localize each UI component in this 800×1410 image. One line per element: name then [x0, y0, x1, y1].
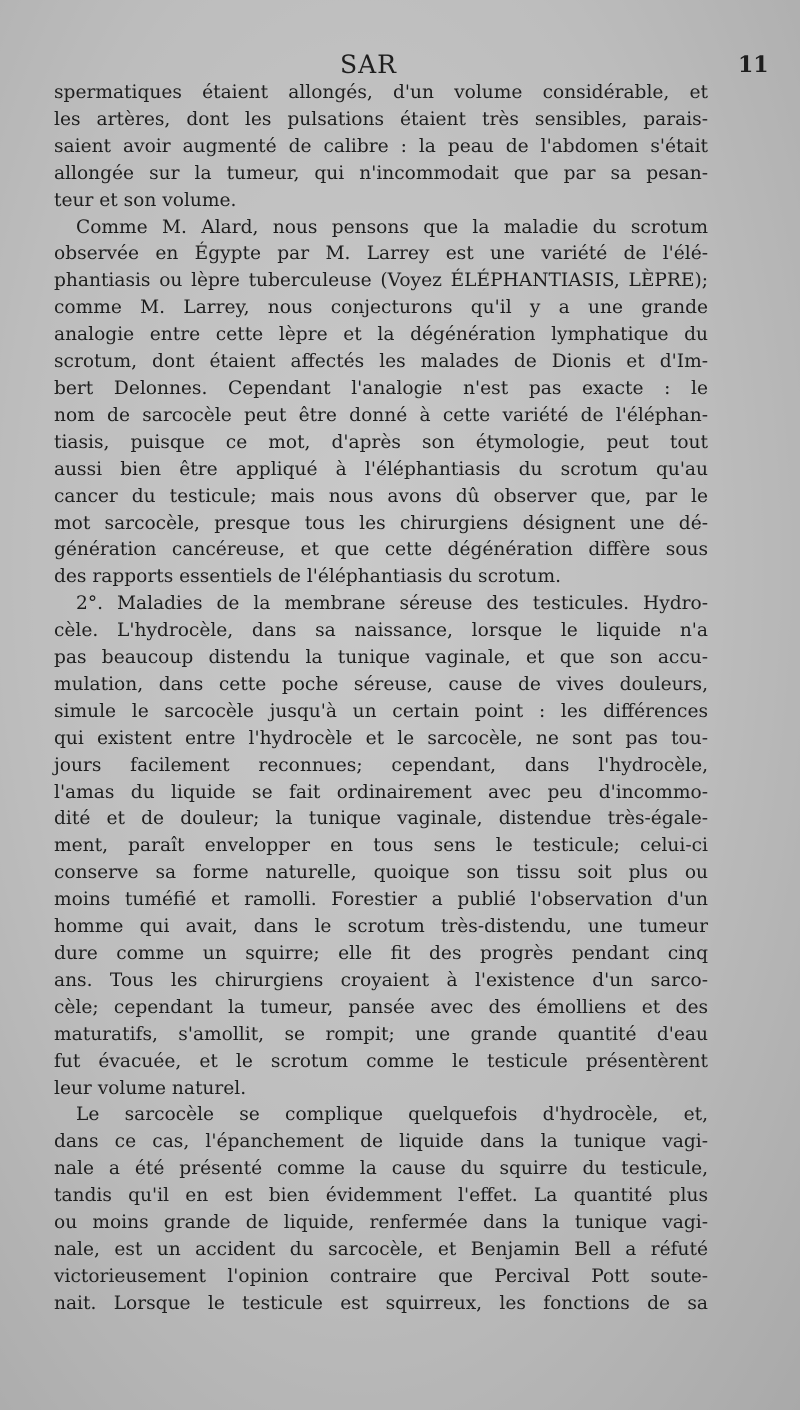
text-line: moins tuméfié et ramolli. Forestier a publié l'observation d'un	[54, 889, 708, 911]
text-line: dans ce cas, l'épanchement de liquide dans la tunique vagi-	[54, 1131, 708, 1153]
text-line: pas beaucoup distendu la tunique vaginale, et que son accu-	[54, 647, 708, 669]
paragraph-3	[54, 591, 708, 1102]
text-line: homme qui avait, dans le scrotum très-distendu, une tumeur	[54, 916, 708, 938]
text-line: jours facilement reconnues; cependant, dans l'hydrocèle,	[54, 754, 708, 776]
text-line: génération cancéreuse, et que cette dégénération diffère sous	[54, 539, 708, 561]
text-line: fut évacuée, et le scrotum comme le testicule présentèrent	[54, 1050, 708, 1072]
text-line: teur et son volume.	[54, 189, 237, 211]
paragraph-4	[54, 1102, 708, 1317]
text-line: des rapports essentiels de l'éléphantiasis du scrotum.	[54, 566, 562, 588]
text-line: scrotum, dont étaient affectés les malades de Dionis et d'Im-	[54, 351, 708, 373]
text-line: bert Delonnes. Cependant l'analogie n'est pas exacte : le	[54, 377, 708, 399]
text-line: leur volume naturel.	[54, 1077, 247, 1099]
text-line: conserve sa forme naturelle, quoique son tissu soit plus ou	[54, 862, 708, 884]
text-line: l'amas du liquide se fait ordinairement avec peu d'incommo-	[54, 781, 708, 803]
text-line: 2°. Maladies de la membrane séreuse des testicules. Hydro-	[76, 593, 708, 615]
text-line: nale, est un accident du sarcocèle, et Benjamin Bell a réfuté	[54, 1238, 708, 1260]
text-line: nait. Lorsque le testicule est squirreux, les fonctions de sa	[54, 1292, 708, 1314]
page-header	[0, 50, 800, 84]
text-line: les artères, dont les pulsations étaient très sensibles, parais-	[54, 108, 708, 130]
text-line: simule le sarcocèle jusqu'à un certain point : les différences	[54, 700, 708, 722]
text-line: analogie entre cette lèpre et la dégénération lymphatique du	[54, 324, 708, 346]
text-line: saient avoir augmenté de calibre : la peau de l'abdomen s'était	[54, 135, 708, 157]
text-line: tandis qu'il en est bien évidemment l'effet. La quantité plus	[54, 1185, 708, 1207]
text-line: cancer du testicule; mais nous avons dû observer que, par le	[54, 485, 708, 507]
page-number: 11	[738, 52, 769, 78]
text-line: tiasis, puisque ce mot, d'après son étymologie, peut tout	[54, 431, 708, 453]
body-text	[54, 80, 708, 1318]
text-line: cèle. L'hydrocèle, dans sa naissance, lorsque le liquide n'a	[54, 620, 708, 642]
text-line: mulation, dans cette poche séreuse, cause de vives douleurs,	[54, 673, 708, 695]
text-line: qui existent entre l'hydrocèle et le sarcocèle, ne sont pas tou-	[54, 727, 708, 749]
text-line: aussi bien être appliqué à l'éléphantiasis du scrotum qu'au	[54, 458, 708, 480]
text-line: comme M. Larrey, nous conjecturons qu'il y a une grande	[54, 297, 708, 319]
paragraph-1	[54, 80, 708, 215]
text-line: allongée sur la tumeur, qui n'incommodait que par sa pesan-	[54, 162, 708, 184]
text-line: victorieusement l'opinion contraire que Percival Pott soute-	[54, 1265, 708, 1287]
text-line: Comme M. Alard, nous pensons que la maladie du scrotum	[76, 216, 708, 238]
text-line: dité et de douleur; la tunique vaginale, distendue très-égale-	[54, 808, 708, 830]
text-line: observée en Égypte par M. Larrey est une variété de l'élé-	[54, 243, 708, 265]
running-head: SAR	[340, 50, 398, 79]
paragraph-2	[54, 215, 708, 592]
text-line: spermatiques étaient allongés, d'un volume considérable, et	[54, 82, 708, 103]
text-line: phantiasis ou lèpre tuberculeuse (Voyez ÉLÉPHANTIASIS, LÈPRE);	[54, 270, 708, 292]
text-line: maturatifs, s'amollit, se rompit; une grande quantité d'eau	[54, 1023, 708, 1045]
text-line: dure comme un squirre; elle fit des progrès pendant cinq	[54, 943, 708, 964]
text-line: nale a été présenté comme la cause du squirre du testicule,	[54, 1158, 708, 1180]
text-line: nom de sarcocèle peut être donné à cette variété de l'éléphan-	[54, 404, 708, 426]
text-line: ment, paraît envelopper en tous sens le testicule; celui-ci	[54, 835, 708, 857]
text-line: ou moins grande de liquide, renfermée dans la tunique vagi-	[54, 1212, 708, 1234]
text-line: mot sarcocèle, presque tous les chirurgiens désignent une dé-	[54, 512, 708, 534]
text-line: cèle; cependant la tumeur, pansée avec des émolliens et des	[54, 996, 708, 1018]
text-line: Le sarcocèle se complique quelquefois d'hydrocèle, et,	[76, 1104, 708, 1126]
text-line: ans. Tous les chirurgiens croyaient à l'existence d'un sarco-	[54, 969, 708, 991]
